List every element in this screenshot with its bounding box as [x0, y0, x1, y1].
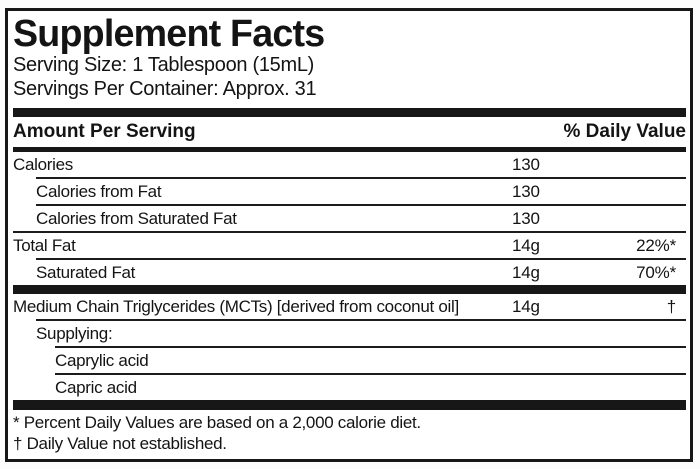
amount-per-serving-header: Amount Per Serving: [13, 121, 196, 142]
column-header-row: [13, 117, 686, 147]
nutrient-name: Caprylic acid: [55, 351, 149, 370]
row-total-fat: [13, 233, 686, 258]
nutrient-name: Capric acid: [55, 378, 137, 397]
nutrient-amount: 130: [512, 209, 540, 228]
row-calories: [13, 152, 686, 177]
nutrient-name: Supplying:: [36, 324, 113, 343]
footnote-percent-daily-values: * Percent Daily Values are based on a 2,000 calorie diet.: [13, 413, 421, 432]
supplement-facts-title: Supplement Facts: [13, 13, 325, 55]
serving-size-line: Serving Size: 1 Tablespoon (15mL): [13, 54, 315, 76]
nutrient-daily-value: 22%*: [636, 236, 676, 255]
footnote-daily-value-not-established: † Daily Value not established.: [13, 434, 227, 453]
row-calories-from-fat: [13, 179, 686, 204]
thick-divider-bottom: [13, 400, 686, 410]
nutrient-amount: 14g: [512, 236, 540, 255]
nutrient-amount: 130: [512, 155, 540, 174]
nutrient-name: Calories: [13, 155, 73, 174]
nutrient-name: Total Fat: [13, 236, 76, 255]
nutrient-name: Saturated Fat: [36, 263, 136, 282]
supplement-facts-label: [5, 8, 693, 462]
nutrient-amount: 14g: [512, 297, 540, 316]
daily-value-header: % Daily Value: [563, 121, 686, 142]
row-caprylic-acid: [13, 348, 686, 373]
nutrient-amount: 130: [512, 182, 540, 201]
nutrient-name: Calories from Fat: [36, 182, 162, 201]
thick-divider-middle: [13, 285, 686, 294]
nutrient-name: Calories from Saturated Fat: [36, 209, 237, 228]
nutrient-daily-value: 70%*: [636, 263, 676, 282]
footnotes-section: [13, 412, 686, 454]
thick-divider-top: [13, 108, 686, 117]
row-supplying: [13, 321, 686, 346]
row-medium-chain-triglycerides: [13, 294, 686, 319]
row-capric-acid: [13, 375, 686, 400]
nutrient-daily-value: †: [666, 297, 676, 316]
row-saturated-fat: [13, 260, 686, 285]
servings-per-container-line: Servings Per Container: Approx. 31: [13, 78, 317, 100]
nutrient-name: Medium Chain Triglycerides (MCTs) [derived from coconut oil]: [13, 297, 459, 316]
row-calories-from-saturated-fat: [13, 206, 686, 231]
nutrient-amount: 14g: [512, 263, 540, 282]
